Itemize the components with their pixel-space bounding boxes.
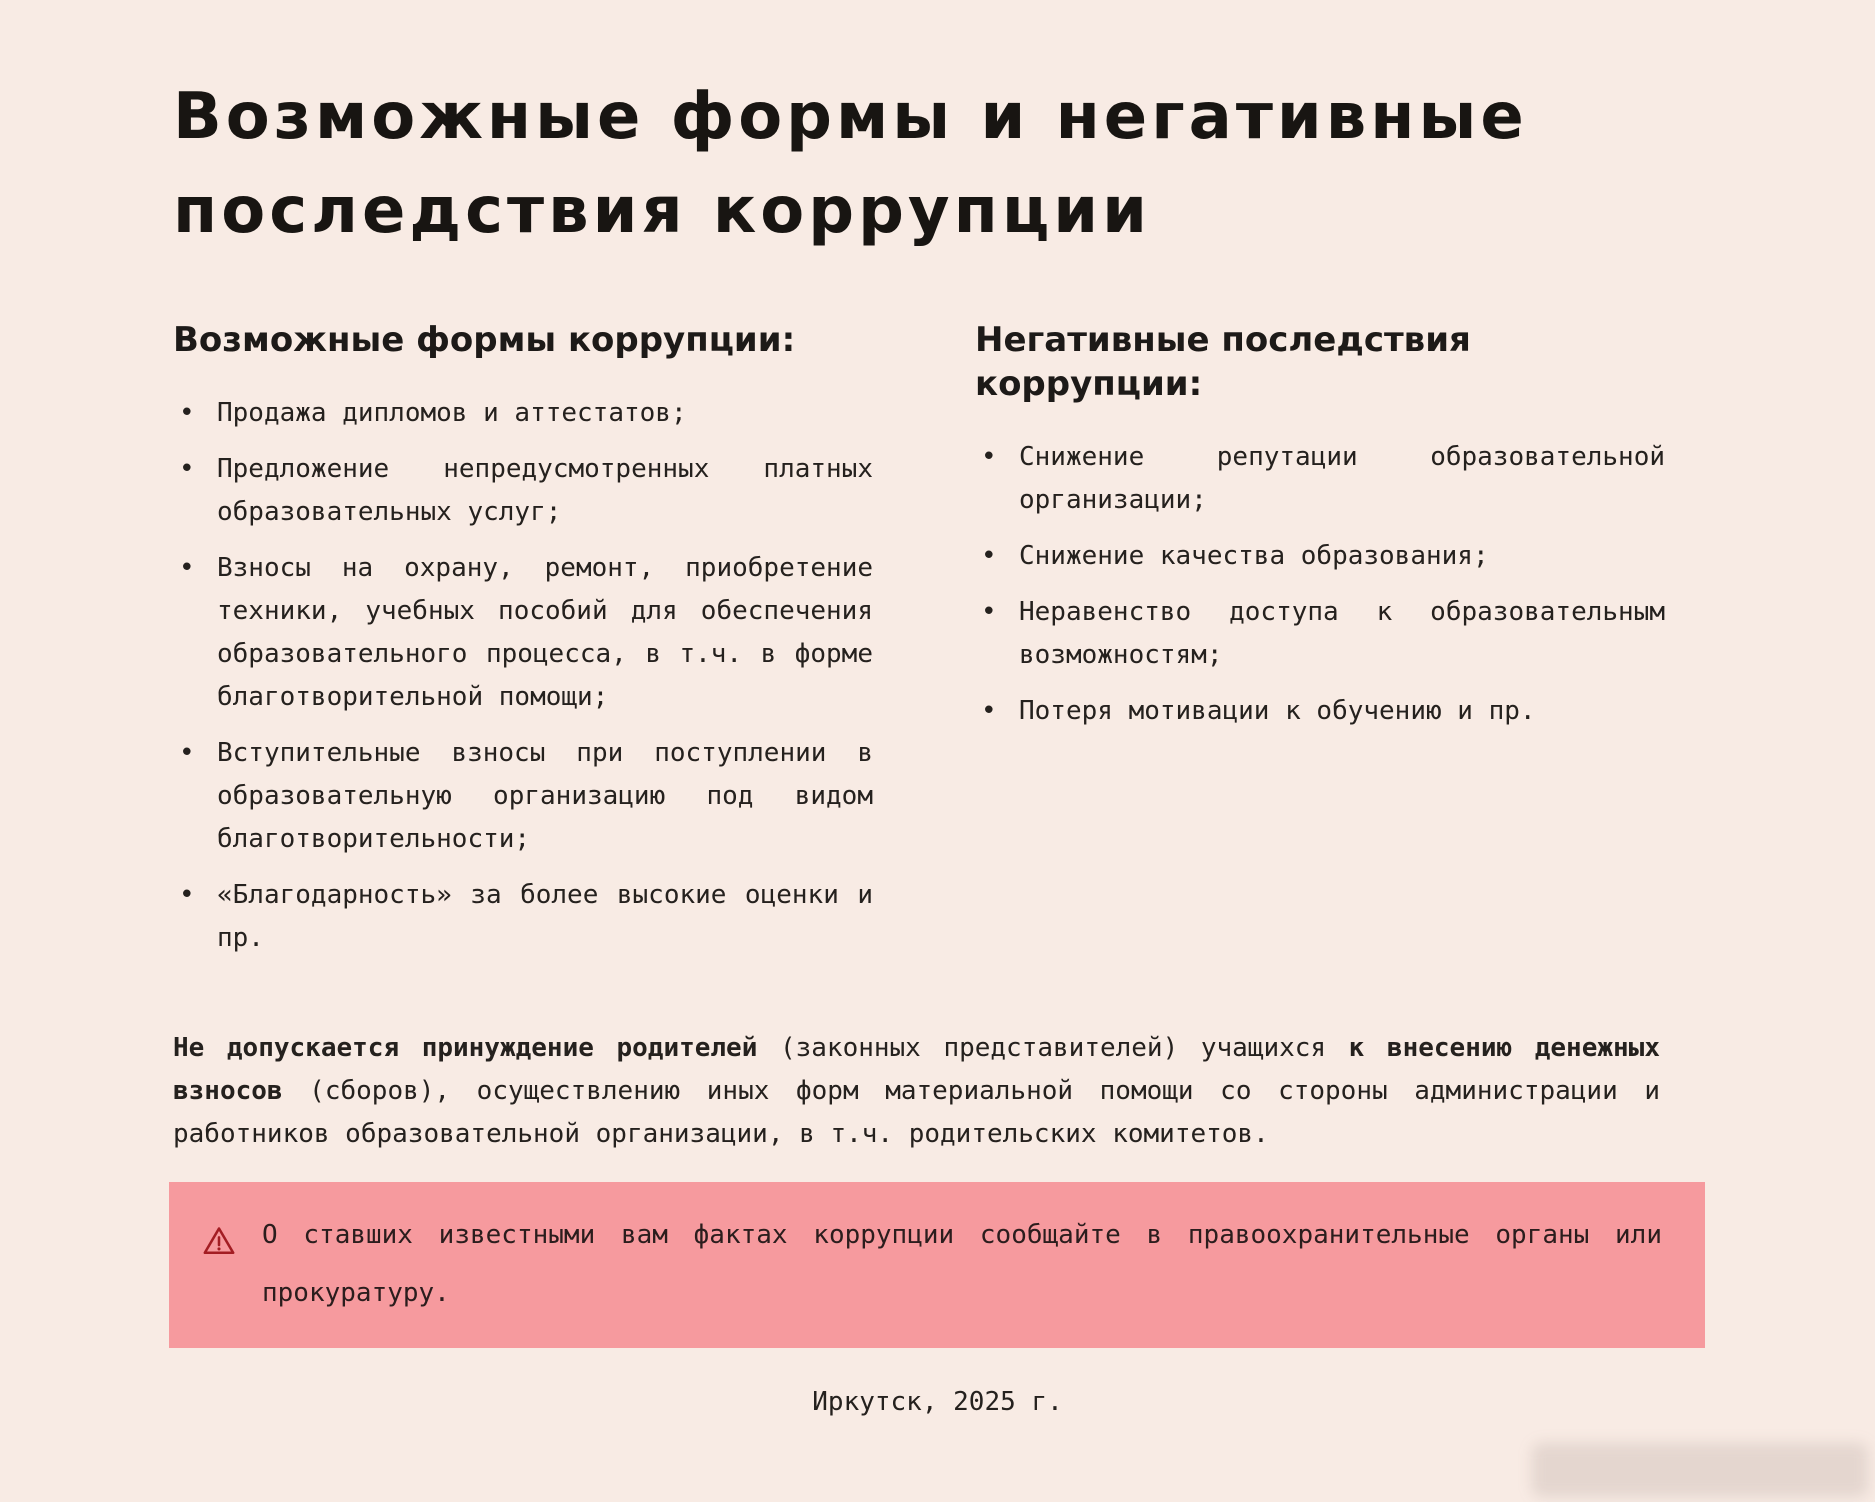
page-title-line-2: последствия коррупции bbox=[173, 174, 1151, 248]
paragraph-segment: (законных представителей) учащихся bbox=[757, 1033, 1349, 1063]
paragraph-segment-bold: к внесению денежных взносов bbox=[173, 1033, 1660, 1106]
bullet-item: • Потеря мотивации к обучению и пр. bbox=[1019, 690, 1665, 733]
paragraph-segment: (сборов), осуществлению иных форм материальной помощи со стороны администрации и работников образовательной организации, в т.ч. родительских комитетов. bbox=[173, 1076, 1660, 1149]
column-consequences-of-corruption bbox=[975, 318, 1665, 973]
page-title-line-1: Возможные формы и негативные bbox=[173, 80, 1528, 154]
bullet-item: • Вступительные взносы при поступлении в образовательную организацию под видом благотворительности; bbox=[217, 732, 873, 861]
column-heading-forms: Возможные формы коррупции: bbox=[173, 320, 796, 360]
bullet-list-consequences bbox=[975, 436, 1665, 733]
bullet-item: • «Благодарность» за более высокие оценки и пр. bbox=[217, 874, 873, 960]
bullet-item: • Предложение непредусмотренных платных образовательных услуг; bbox=[217, 448, 873, 534]
page-title bbox=[173, 70, 1663, 258]
column-forms-of-corruption bbox=[173, 318, 873, 973]
bullet-item: • Взносы на охрану, ремонт, приобретение техники, учебных пособий для обеспечения образовательного процесса, в т.ч. в форме благотворительной помощи; bbox=[217, 547, 873, 719]
watermark-smudge bbox=[1532, 1443, 1868, 1497]
footer-city-year: Иркутск, 2025 г. bbox=[812, 1387, 1063, 1417]
slide-content bbox=[173, 0, 1663, 1156]
bullet-item: • Неравенство доступа к образовательным возможностям; bbox=[1019, 591, 1665, 677]
bullet-item: • Продажа дипломов и аттестатов; bbox=[217, 392, 873, 435]
bullet-item: • Снижение репутации образовательной организации; bbox=[1019, 436, 1665, 522]
report-corruption-alert bbox=[169, 1182, 1705, 1348]
prohibition-paragraph bbox=[173, 1027, 1660, 1156]
two-column-layout bbox=[173, 318, 1663, 973]
bullet-list-forms bbox=[173, 392, 873, 960]
warning-triangle-icon bbox=[201, 1224, 237, 1258]
alert-text: О ставших известными вам фактах коррупции сообщайте в правоохранительные органы или прокуратуру. bbox=[262, 1220, 1662, 1308]
column-heading-consequences: Негативные последствия коррупции: bbox=[975, 320, 1471, 404]
paragraph-segment-bold: Не допускается принуждение родителей bbox=[173, 1033, 758, 1063]
bullet-item: • Снижение качества образования; bbox=[1019, 535, 1665, 578]
